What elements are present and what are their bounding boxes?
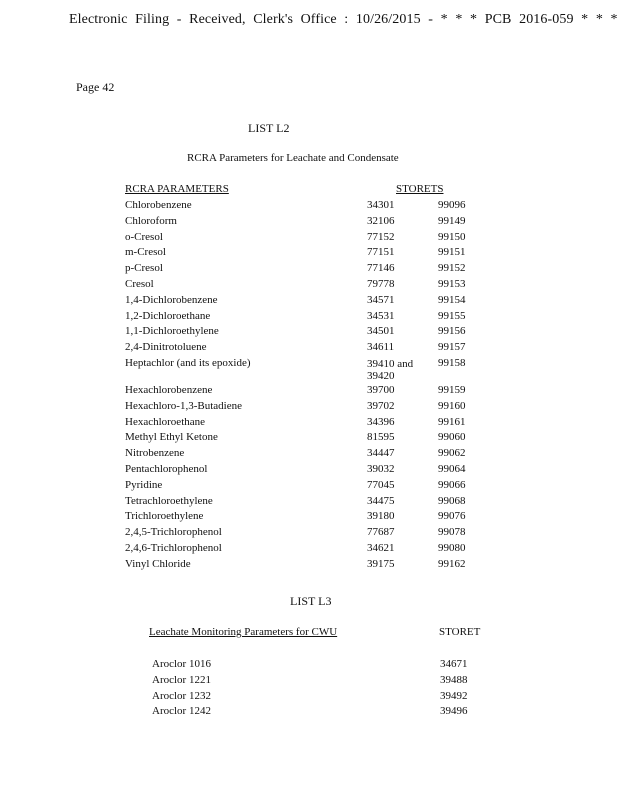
storet-code-secondary: 99149 xyxy=(438,214,466,227)
parameter-name: Pentachlorophenol xyxy=(125,462,208,475)
table-row xyxy=(125,340,485,356)
parameter-name: Pyridine xyxy=(125,478,163,491)
storet-code-secondary: 99064 xyxy=(438,462,466,475)
storet-code-primary: 34447 xyxy=(367,447,395,460)
parameter-name: Methyl Ethyl Ketone xyxy=(125,431,218,444)
storet-code-secondary: 99076 xyxy=(438,510,466,523)
parameter-name: Hexachloro-1,3-Butadiene xyxy=(125,399,242,412)
parameter-name: 2,4,6-Trichlorophenol xyxy=(125,541,222,554)
table-row xyxy=(125,214,485,230)
filing-header: Electronic Filing - Received, Clerk's Office : 10/26/2015 - * * * PCB 2016-059 * * * xyxy=(69,12,618,27)
storet-code-secondary: 99066 xyxy=(438,478,466,491)
list-l2-storets-header: STORETS xyxy=(396,183,444,195)
table-row xyxy=(125,230,485,246)
table-row xyxy=(125,309,485,325)
storet-code-secondary: 99152 xyxy=(438,262,466,275)
parameter-name: 1,2-Dichloroethane xyxy=(125,309,211,322)
storet-code-primary: 81595 xyxy=(367,431,395,444)
storet-code-primary: 39702 xyxy=(367,399,395,412)
storet-code-primary: 77152 xyxy=(367,230,395,243)
storet-code-secondary: 99154 xyxy=(438,293,466,306)
parameter-name: Chlorobenzene xyxy=(125,199,192,211)
parameter-name: Trichloroethylene xyxy=(125,510,204,523)
table-row xyxy=(152,673,482,689)
storet-code: 39496 xyxy=(440,705,468,718)
list-l2-title: LIST L2 xyxy=(248,121,290,135)
storet-code-primary: 34301 xyxy=(367,199,395,211)
list-l3-storet-header: STORET xyxy=(439,626,481,638)
parameter-name: Aroclor 1242 xyxy=(152,705,211,718)
list-l3-table xyxy=(152,657,482,720)
storet-code-secondary: 99062 xyxy=(438,447,466,460)
table-row xyxy=(152,657,482,673)
parameter-name: o-Cresol xyxy=(125,230,163,243)
parameter-name: p-Cresol xyxy=(125,262,163,275)
storet-code-primary: 39700 xyxy=(367,383,395,396)
storet-code-secondary: 99160 xyxy=(438,399,466,412)
table-row xyxy=(125,557,485,573)
parameter-name: Nitrobenzene xyxy=(125,447,185,460)
storet-code-primary: 34571 xyxy=(367,293,395,306)
storet-code-primary: 77687 xyxy=(367,526,395,539)
parameter-name: Aroclor 1221 xyxy=(152,673,211,686)
table-row xyxy=(125,494,485,510)
parameter-name: Vinyl Chloride xyxy=(125,557,191,570)
parameter-name: Cresol xyxy=(125,277,154,290)
table-row xyxy=(125,198,485,214)
storet-code-primary: 77146 xyxy=(367,262,395,275)
storet-code-primary: 34475 xyxy=(367,494,395,507)
parameter-name: 1,1-Dichloroethylene xyxy=(125,325,219,338)
parameter-name: Hexachlorobenzene xyxy=(125,383,213,396)
parameter-name: 1,4-Dichlorobenzene xyxy=(125,293,218,306)
table-row xyxy=(125,415,485,431)
storet-code-secondary: 99155 xyxy=(438,309,466,322)
storet-code-primary: 34611 xyxy=(367,341,395,354)
storet-code-secondary: 99162 xyxy=(438,557,466,570)
table-row xyxy=(125,399,485,415)
parameter-name: 2,4,5-Trichlorophenol xyxy=(125,526,222,539)
list-l3-param-header: Leachate Monitoring Parameters for CWU xyxy=(149,626,338,638)
storet-code-secondary: 99068 xyxy=(438,494,466,507)
storet-code-secondary: 99156 xyxy=(438,325,466,338)
parameter-name: Chloroform xyxy=(125,214,177,227)
table-row xyxy=(125,261,485,277)
table-row xyxy=(125,430,485,446)
parameter-name: Heptachlor (and its epoxide) xyxy=(125,356,251,369)
storet-code-secondary: 99158 xyxy=(438,356,466,369)
storet-code-primary: 79778 xyxy=(367,277,395,290)
table-row xyxy=(125,462,485,478)
storet-code: 34671 xyxy=(440,658,468,670)
storet-code-primary: 77151 xyxy=(367,246,395,259)
page-number: Page 42 xyxy=(76,80,115,94)
list-l3-title: LIST L3 xyxy=(290,594,332,608)
table-row xyxy=(125,356,485,383)
storet-code-secondary: 99151 xyxy=(438,246,466,259)
storet-code-primary: 34621 xyxy=(367,541,395,554)
storet-code-secondary: 99157 xyxy=(438,341,466,354)
table-row xyxy=(152,689,482,705)
parameter-name: Hexachloroethane xyxy=(125,415,206,428)
table-row xyxy=(125,293,485,309)
parameter-name: m-Cresol xyxy=(125,246,166,259)
table-row xyxy=(125,541,485,557)
storet-code-secondary: 99060 xyxy=(438,431,466,444)
storet-code-primary: 39180 xyxy=(367,510,395,523)
storet-code-secondary: 99096 xyxy=(438,199,466,211)
parameter-name: Tetrachloroethylene xyxy=(125,494,213,507)
table-row xyxy=(125,383,485,399)
list-l2-table xyxy=(125,198,485,573)
storet-code-secondary: 99161 xyxy=(438,415,466,428)
storet-code-primary: 34396 xyxy=(367,415,395,428)
storet-code-secondary: 99080 xyxy=(438,541,466,554)
storet-code-primary: 77045 xyxy=(367,478,395,491)
parameter-name: Aroclor 1232 xyxy=(152,689,211,702)
storet-code-secondary: 99078 xyxy=(438,526,466,539)
storet-code-primary: 34531 xyxy=(367,309,395,322)
table-row xyxy=(125,245,485,261)
storet-code-primary: 32106 xyxy=(367,214,395,227)
table-row xyxy=(125,324,485,340)
table-row xyxy=(152,704,482,720)
table-row xyxy=(125,446,485,462)
table-row xyxy=(125,509,485,525)
storet-code-secondary: 99150 xyxy=(438,230,466,243)
storet-code: 39492 xyxy=(440,689,468,702)
storet-code-secondary: 99159 xyxy=(438,383,466,396)
storet-code: 39488 xyxy=(440,673,468,686)
table-row xyxy=(125,277,485,293)
parameter-name: Aroclor 1016 xyxy=(152,658,211,670)
storet-code-primary: 39032 xyxy=(367,462,395,475)
storet-code-secondary: 99153 xyxy=(438,277,466,290)
list-l2-subtitle: RCRA Parameters for Leachate and Condensate xyxy=(187,152,399,164)
storet-code-primary: 39175 xyxy=(367,557,395,570)
storet-code-primary: 39410 and 39420 xyxy=(367,357,414,382)
list-l2-param-header: RCRA PARAMETERS xyxy=(125,183,229,195)
table-row xyxy=(125,478,485,494)
table-row xyxy=(125,525,485,541)
parameter-name: 2,4-Dinitrotoluene xyxy=(125,341,207,354)
storet-code-primary: 34501 xyxy=(367,325,395,338)
